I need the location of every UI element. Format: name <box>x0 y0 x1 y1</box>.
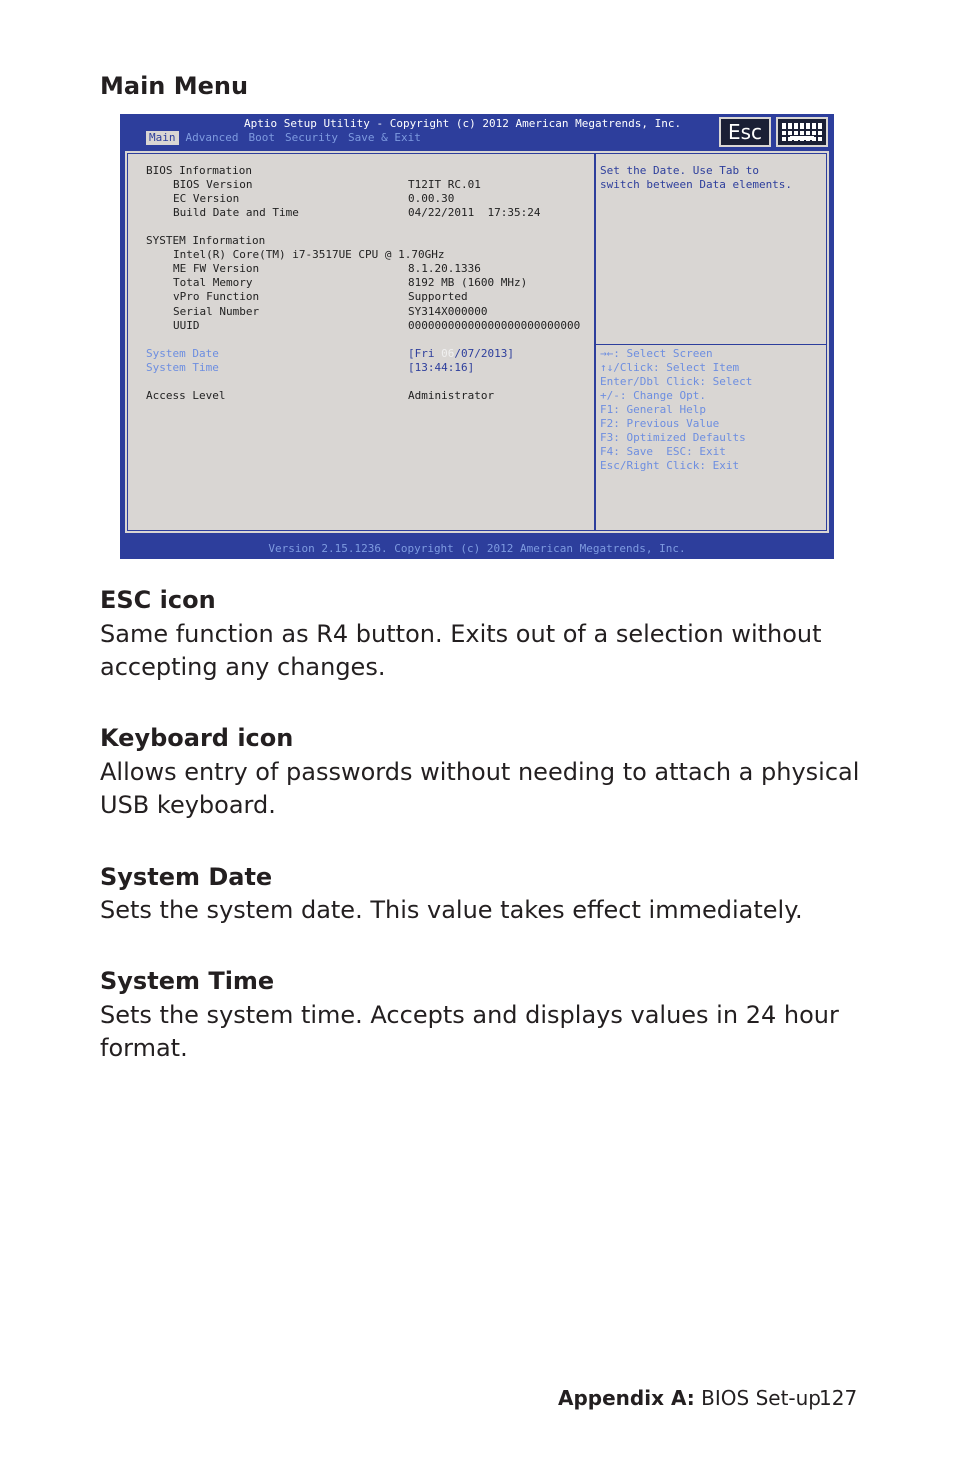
help-text-line-1: Set the Date. Use Tab to <box>600 164 759 177</box>
section-text-esc: Same function as R4 button. Exits out of a selection without accepting any changes. <box>100 620 822 681</box>
key-help-item: →←: Select Screen <box>600 347 713 360</box>
key-help-item: +/-: Change Opt. <box>600 389 706 402</box>
ec-version-value: 0.00.30 <box>408 192 455 205</box>
uuid-value: 00000000000000000000000000 <box>408 319 581 332</box>
me-fw-value: 8.1.20.1336 <box>408 262 481 275</box>
system-info-header: SYSTEM Information <box>146 234 266 247</box>
tab-security[interactable]: Security <box>284 131 338 144</box>
bios-version-value: T12IT RC.01 <box>408 178 481 191</box>
key-help-item: Esc/Right Click: Exit <box>600 459 740 472</box>
build-label: Build Date and Time <box>173 206 299 219</box>
page-heading: Main Menu <box>100 72 249 100</box>
bios-info-header: BIOS Information <box>146 164 252 177</box>
serial-label: Serial Number <box>173 305 260 318</box>
key-help-item: F1: General Help <box>600 403 706 416</box>
system-date-value[interactable]: [Fri 06/07/2013] <box>408 347 514 360</box>
section-title-keyboard: Keyboard icon <box>100 724 294 752</box>
tab-boot[interactable]: Boot <box>248 131 275 144</box>
page-number: 127 <box>819 1386 858 1410</box>
memory-label: Total Memory <box>173 276 253 289</box>
esc-icon[interactable]: Esc <box>719 117 771 147</box>
footer-label: Appendix A: <box>558 1386 695 1410</box>
key-help-item: Enter/Dbl Click: Select <box>600 375 753 388</box>
system-time-value[interactable]: [13:44:16] <box>408 361 475 374</box>
me-fw-label: ME FW Version <box>173 262 260 275</box>
footer-section: BIOS Set-up <box>701 1386 821 1410</box>
access-level-label: Access Level <box>146 389 226 402</box>
access-level-value: Administrator <box>408 389 495 402</box>
page-footer <box>558 1386 821 1410</box>
section-text-system-time: Sets the system time. Accepts and displays values in 24 hour format. <box>100 1001 839 1062</box>
ec-version-label: EC Version <box>173 192 240 205</box>
uuid-label: UUID <box>173 319 200 332</box>
help-text-line-2: switch between Data elements. <box>600 178 793 191</box>
section-text-system-date: Sets the system date. This value takes effect immediately. <box>100 896 803 924</box>
vpro-value: Supported <box>408 290 468 303</box>
section-text-keyboard: Allows entry of passwords without needing to attach a physical USB keyboard. <box>100 758 860 819</box>
section-title-esc: ESC icon <box>100 586 216 614</box>
cpu-name: Intel(R) Core(TM) i7-3517UE CPU @ 1.70GHz <box>173 248 445 261</box>
bios-footer: Version 2.15.1236. Copyright (c) 2012 American Megatrends, Inc. <box>268 542 686 555</box>
bios-version-label: BIOS Version <box>173 178 253 191</box>
key-help-item: F2: Previous Value <box>600 417 720 430</box>
bios-tab-bar <box>146 131 428 145</box>
bios-screenshot <box>120 114 834 559</box>
key-help-item: F3: Optimized Defaults <box>600 431 746 444</box>
tab-advanced[interactable]: Advanced <box>185 131 239 144</box>
tab-save-exit[interactable]: Save & Exit <box>347 131 421 144</box>
serial-value: SY314X000000 <box>408 305 488 318</box>
bios-main-panel <box>124 150 830 534</box>
system-date-label[interactable]: System Date <box>146 347 219 360</box>
key-help-item: ↑↓/Click: Select Item <box>600 361 740 374</box>
key-help-item: F4: Save ESC: Exit <box>600 445 726 458</box>
tab-main[interactable]: Main <box>146 131 179 145</box>
section-title-system-time: System Time <box>100 967 275 995</box>
bios-title: Aptio Setup Utility - Copyright (c) 2012 American Megatrends, Inc. <box>244 117 682 130</box>
section-title-system-date: System Date <box>100 863 273 891</box>
keyboard-icon[interactable] <box>776 117 828 147</box>
memory-value: 8192 MB (1600 MHz) <box>408 276 528 289</box>
vpro-label: vPro Function <box>173 290 260 303</box>
system-time-label[interactable]: System Time <box>146 361 219 374</box>
build-value: 04/22/2011 17:35:24 <box>408 206 541 219</box>
